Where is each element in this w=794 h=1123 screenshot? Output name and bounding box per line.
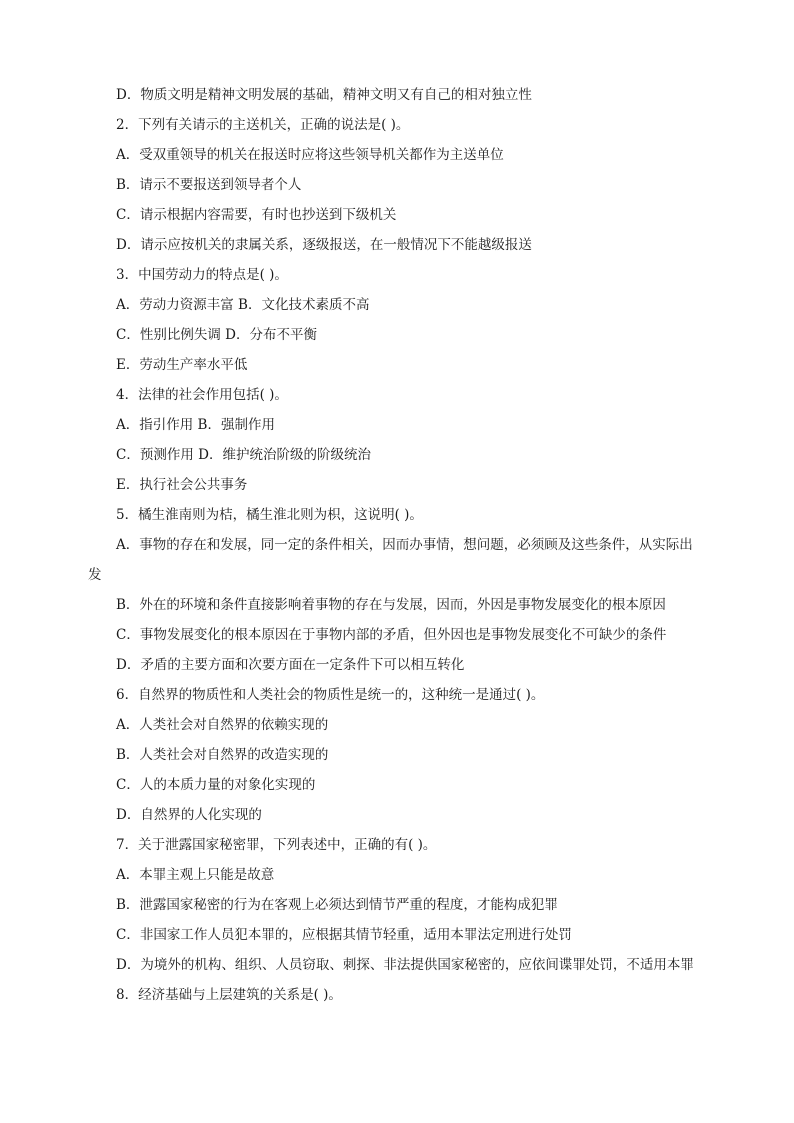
- option-line: E．执行社会公共事务: [116, 477, 248, 493]
- option-line: C．人的本质力量的对象化实现的: [116, 777, 316, 793]
- option-line: C．事物发展变化的根本原因在于事物内部的矛盾，但外因也是事物发展变化不可缺少的条件: [116, 627, 667, 643]
- question-2: 2．下列有关请示的主送机关，正确的说法是( )。: [116, 117, 410, 133]
- option-line: D．请示应按机关的隶属关系，逐级报送，在一般情况下不能越级报送: [116, 237, 532, 253]
- document-body: [88, 80, 706, 1010]
- option-line: C．非国家工作人员犯本罪的，应根据其情节轻重，适用本罪法定刑进行处罚: [116, 927, 572, 943]
- question-6: 6．自然界的物质性和人类社会的物质性是统一的，这种统一是通过( )。: [116, 687, 545, 703]
- option-line: A．指引作用 B．强制作用: [116, 417, 275, 433]
- option-line: C．预测作用 D．维护统治阶级的阶级统治: [116, 447, 371, 463]
- option-line: A．本罪主观上只能是故意: [116, 867, 275, 883]
- option-line: D．物质文明是精神文明发展的基础，精神文明又有自己的相对独立性: [116, 87, 532, 103]
- option-line: B．请示不要报送到领导者个人: [116, 177, 302, 193]
- question-7: 7．关于泄露国家秘密罪，下列表述中，正确的有( )。: [116, 837, 437, 853]
- option-line: B．人类社会对自然界的改造实现的: [116, 747, 329, 763]
- option-line: C．请示根据内容需要，有时也抄送到下级机关: [116, 207, 397, 223]
- option-line: E．劳动生产率水平低: [116, 357, 248, 373]
- question-3: 3．中国劳动力的特点是( )。: [116, 267, 288, 283]
- option-line: B．泄露国家秘密的行为在客观上必须达到情节严重的程度，才能构成犯罪: [116, 897, 558, 913]
- option-line: D．矛盾的主要方面和次要方面在一定条件下可以相互转化: [116, 657, 465, 673]
- option-line: A．人类社会对自然界的依赖实现的: [116, 717, 329, 733]
- question-4: 4．法律的社会作用包括( )。: [116, 387, 288, 403]
- option-line-wrapped: A．事物的存在和发展，同一定的条件相关，因而办事情，想问题，必须顾及这些条件，从实际出发: [88, 537, 693, 583]
- option-line: D．自然界的人化实现的: [116, 807, 262, 823]
- question-5: 5．橘生淮南则为桔，橘生淮北则为枳，这说明( )。: [116, 507, 423, 523]
- option-line-wrapped: D．为境外的机构、组织、人员窃取、刺探、非法提供国家秘密的，应依间谍罪处罚，不适用本罪: [116, 957, 694, 973]
- option-line: A．受双重领导的机关在报送时应将这些领导机关都作为主送单位: [116, 147, 504, 163]
- option-line: C．性别比例失调 D．分布不平衡: [116, 327, 317, 343]
- question-8: 8．经济基础与上层建筑的关系是( )。: [116, 987, 342, 1003]
- option-line: A．劳动力资源丰富 B．文化技术素质不高: [116, 297, 370, 313]
- option-line: B．外在的环境和条件直接影响着事物的存在与发展，因而，外因是事物发展变化的根本原因: [116, 597, 666, 613]
